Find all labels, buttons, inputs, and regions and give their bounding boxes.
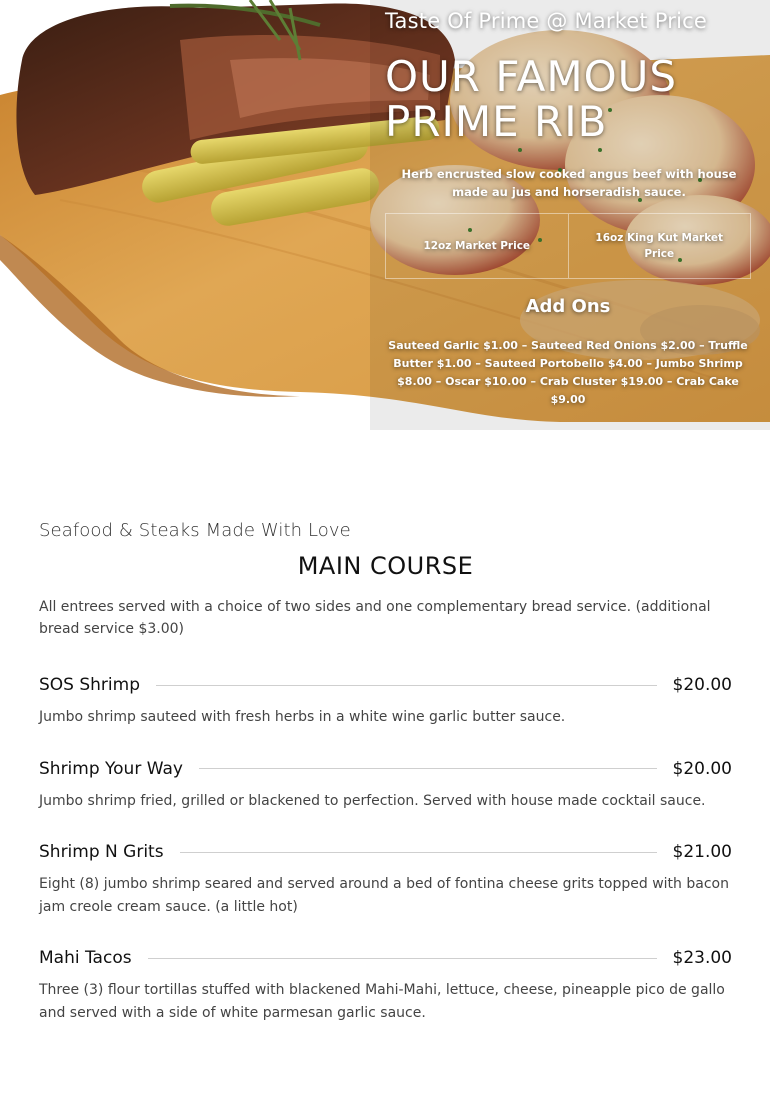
menu-item-name: Mahi Tacos xyxy=(39,948,132,968)
menu-item-name: Shrimp N Grits xyxy=(39,842,164,862)
menu-item-divider xyxy=(148,958,657,959)
menu-item-description: Jumbo shrimp fried, grilled or blackened to perfection. Served with house made cocktail sauce. xyxy=(39,792,706,809)
menu-item xyxy=(39,756,732,813)
menu-item-description: Three (3) flour tortillas stuffed with blackened Mahi-Mahi, lettuce, cheese, pineapple pico de gallo and served with a side of white parmesan garlic sauce. xyxy=(39,982,725,1021)
hero-title xyxy=(385,54,677,144)
hero-title-line2: PRIME RIB xyxy=(385,97,608,146)
menu-item-price: $20.00 xyxy=(672,675,732,695)
menu-item xyxy=(39,945,732,1024)
menu-item-header xyxy=(39,756,732,782)
menu-item-divider xyxy=(180,852,657,853)
price-cell-16oz: 16oz King Kut Market Price xyxy=(568,214,751,278)
menu-item-header xyxy=(39,839,732,865)
hero-banner xyxy=(0,0,770,430)
hero-tagline: Taste Of Prime @ Market Price xyxy=(385,9,707,33)
menu-item-description: Jumbo shrimp sauteed with fresh herbs in a white wine garlic butter sauce. xyxy=(39,709,566,725)
section-note: All entrees served with a choice of two sides and one complementary bread service. (additional bread service $3.00) xyxy=(39,599,711,637)
menu-item-name: SOS Shrimp xyxy=(39,675,140,695)
addons-title: Add Ons xyxy=(525,296,611,317)
section-subheading: Seafood & Steaks Made With Love xyxy=(39,520,351,541)
menu-item-price: $23.00 xyxy=(672,948,732,968)
main-course-section xyxy=(39,520,732,1051)
hero-description: Herb encrusted slow cooked angus beef with house made au jus and horseradish sauce. xyxy=(401,167,737,199)
price-table xyxy=(385,213,751,279)
menu-item-header xyxy=(39,945,732,971)
price-cell-12oz: 12oz Market Price xyxy=(423,240,531,252)
menu-item-price: $21.00 xyxy=(672,842,732,862)
menu-item-header xyxy=(39,672,732,698)
section-title: MAIN COURSE xyxy=(297,552,474,580)
hero-title-line1: OUR FAMOUS xyxy=(385,52,678,101)
menu-item xyxy=(39,839,732,918)
menu-item-name: Shrimp Your Way xyxy=(39,758,183,779)
menu-item xyxy=(39,672,732,729)
menu-item-price: $20.00 xyxy=(672,758,732,779)
menu-item-divider xyxy=(199,768,657,769)
menu-item-divider xyxy=(156,685,657,686)
menu-item-list xyxy=(39,672,732,1024)
addons-list: Sauteed Garlic $1.00 – Sauteed Red Onions $2.00 – Truffle Butter $1.00 – Sauteed Portobello $4.00 – Jumbo Shrimp $8.00 – Oscar $10.00 – Crab Cluster $19.00 – Crab Cake $9.00 xyxy=(388,339,748,406)
menu-item-description: Eight (8) jumbo shrimp seared and served around a bed of fontina cheese grits topped with bacon jam creole cream sauce. (a little hot) xyxy=(39,876,729,915)
